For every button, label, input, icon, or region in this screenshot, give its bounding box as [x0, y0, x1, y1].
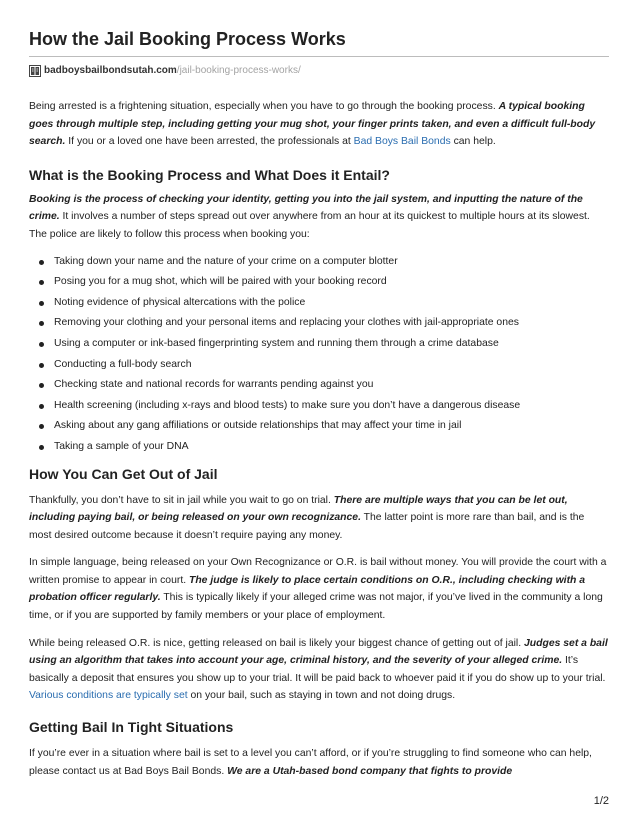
get-out-paragraph-3: While being released O.R. is nice, getting released on bail is likely your biggest chance of getting out of jail. Judges set a bail using an algorithm that takes into account your age, criminal history, and the severity of your alleged crime. It’s basically a deposit that ensures you show up to your trial. It will be paid back to whoever paid it if you do show up to your trial. Various conditions are typically set on your bail, such as staying in town and not doing drugs. [29, 637, 608, 702]
heading-get-out: How You Can Get Out of Jail [29, 465, 218, 482]
bullet-icon [39, 321, 44, 326]
source-domain[interactable]: badboysbailbondsutah.com [44, 65, 177, 76]
heading-tight-situations: Getting Bail In Tight Situations [29, 719, 234, 736]
bullet-icon [39, 424, 44, 429]
bullet-icon [39, 445, 44, 450]
bullet-icon [39, 260, 44, 265]
heading-booking: What is the Booking Process and What Does it Entail? [29, 166, 390, 183]
list-item: Checking state and national records for warrants pending against you [29, 375, 609, 396]
list-item: Using a computer or ink-based fingerprinting system and running them through a crime database [29, 334, 609, 355]
page-number: 1/2 [593, 795, 609, 807]
list-item: Removing your clothing and your personal items and replacing your clothes with jail-appropriate ones [29, 313, 609, 334]
bullet-icon [39, 383, 44, 388]
list-item: Taking a sample of your DNA [29, 437, 609, 458]
bullet-icon [39, 301, 44, 306]
list-item: Noting evidence of physical altercations with the police [29, 293, 609, 314]
list-item: Posing you for a mug shot, which will be paired with your booking record [29, 272, 609, 293]
intro-paragraph: Being arrested is a frightening situation, especially when you have to go through the booking process. A typical booking goes through multiple step, including getting your mug shot, your finger prints taken, and even a difficult full-body search. If you or a loved one have been arrested, the professionals at Bad Boys Bail Bonds can help. [29, 101, 596, 148]
source-path[interactable]: /jail-booking-process-works/ [176, 65, 301, 76]
bad-boys-link[interactable]: Bad Boys Bail Bonds [353, 136, 451, 148]
book-icon [29, 65, 41, 77]
list-item: Conducting a full-body search [29, 355, 609, 376]
bullet-icon [39, 363, 44, 368]
list-item: Taking down your name and the nature of your crime on a computer blotter [29, 252, 609, 273]
get-out-paragraph-2: In simple language, being released on your Own Recognizance or O.R. is bail without money. You will provide the court with a written promise to appear in court. The judge is likely to place certain conditions on O.R., including checking with a probation officer regularly. This is typically likely if your alleged crime was not major, if you’ve lived in the community a long time, or if you are supported by family members or your place of employment. [29, 557, 607, 622]
booking-paragraph: Booking is the process of checking your identity, getting you into the jail system, and inputting the nature of the crime. It involves a number of steps spread out over anywhere from an hour at its quickest to multiple hours at its slowest. The police are likely to follow this process when booking you: [29, 193, 590, 240]
source-line [29, 64, 609, 78]
tight-situations-paragraph: If you’re ever in a situation where bail is set to a level you can’t afford, or if you’re struggling to find someone who can help, please contact us at Bad Boys Bail Bonds. We are a Utah-based bond company that fights to provide [29, 748, 592, 777]
conditions-link[interactable]: Various conditions are typically set [29, 690, 188, 702]
bullet-icon [39, 404, 44, 409]
bullet-icon [39, 342, 44, 347]
get-out-paragraph-1: Thankfully, you don’t have to sit in jail while you wait to go on trial. There are multiple ways that you can be let out, including paying bail, or being released on your own recognizance. The latter point is more rare than bail, and is the most desired outcome because it doesn’t require paying any money. [29, 494, 585, 541]
booking-steps-list [29, 252, 609, 458]
page-title: How the Jail Booking Process Works [29, 28, 609, 57]
list-item: Asking about any gang affiliations or outside relationships that may affect your time in jail [29, 416, 609, 437]
bullet-icon [39, 280, 44, 285]
document [29, 28, 609, 780]
list-item: Health screening (including x-rays and blood tests) to make sure you don’t have a dangerous disease [29, 396, 609, 417]
